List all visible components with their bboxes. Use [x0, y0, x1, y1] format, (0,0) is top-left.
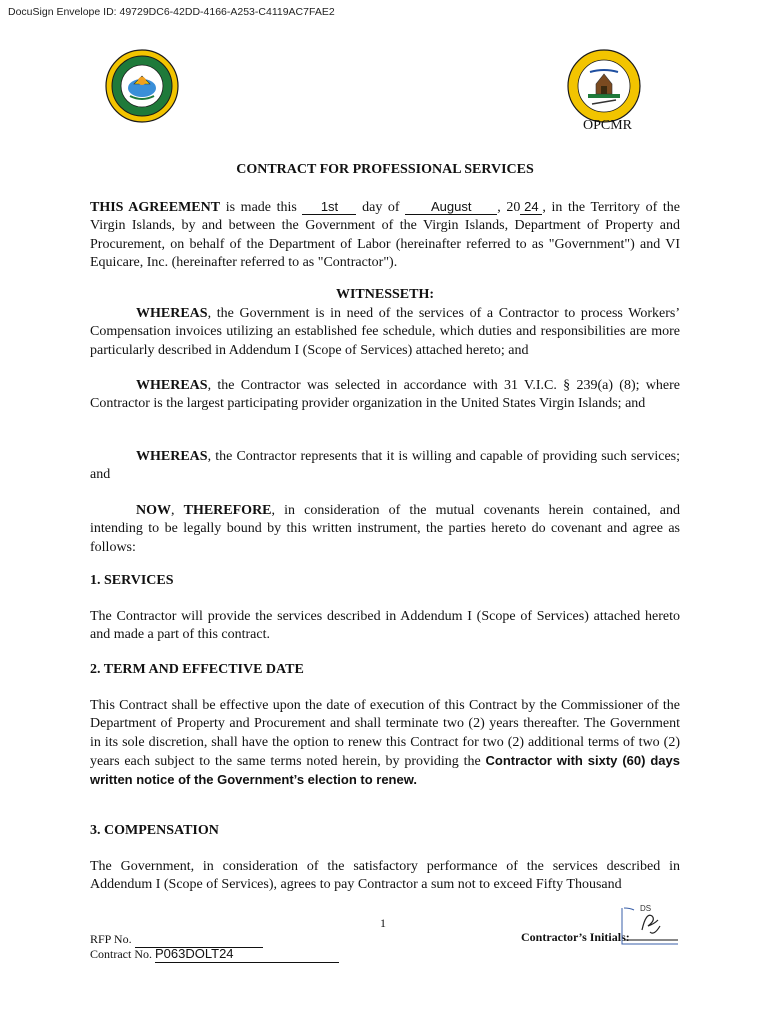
- docusign-tag: DS: [640, 904, 652, 913]
- whereas-paragraph-1: [90, 305, 680, 360]
- whereas-text-1: , the Government is in need of the services of a Contractor to process Workers’ Compensation invoices utilizing an established fee schedule, which duties and responsibilities are more particularly described in Addendum I (Scope of Services) attached hereto; and: [90, 306, 680, 358]
- section-2-heading: 2. TERM AND EFFECTIVE DATE: [90, 662, 304, 677]
- witnesseth-heading: WITNESSETH:: [335, 287, 435, 302]
- agreement-text-2: day of: [356, 200, 406, 215]
- agreement-paragraph: [90, 199, 680, 272]
- docusign-envelope-id: DocuSign Envelope ID: 49729DC6-42DD-4166-A253-C4119AC7FAE2: [8, 6, 335, 18]
- section-2-text: This Contract shall be effective upon the date of execution of this Contract by the Commissioner of the Department of Property and Procurement and shall terminate two (2) years thereafter. The Government in its sole discretion, shall have the option to renew this Contract for two (2) additional terms of two (2) years each subject to the same terms noted herein, by providing the: [90, 698, 680, 769]
- contract-number-line: [90, 946, 339, 963]
- day-field[interactable]: 1st: [302, 200, 356, 215]
- therefore-lead: THEREFORE: [183, 503, 272, 518]
- page-number: 1: [380, 916, 386, 930]
- contract-number-value: P063DOLT24: [155, 946, 234, 961]
- agreement-lead: THIS AGREEMENT: [90, 200, 221, 215]
- section-3-heading: 3. COMPENSATION: [90, 823, 219, 838]
- now-text: , in consideration of the mutual covenants herein contained, and intending to be legally bound by this written instrument, the parties hereto do covenant and agree as follows:: [90, 503, 680, 555]
- section-1-text: The Contractor will provide the services described in Addendum I (Scope of Services) attached hereto and made a part of this contract.: [90, 609, 680, 643]
- whereas-text-3: , the Contractor represents that it is willing and capable of providing such services; and: [90, 449, 680, 483]
- section-3-text: The Government, in consideration of the satisfactory performance of the services described in Addendum I (Scope of Services), agrees to pay Contractor a sum not to exceed Fifty Thousand: [90, 859, 680, 893]
- agreement-text-1: is made this: [220, 200, 303, 215]
- agreement-text-4: , in the Territory of the Virgin Islands, by and between the Government of the Virgin Islands, Department of Property and Procurement, on behalf of the Department of Labor (hereinafter referred to as "Government") and VI Equicare, Inc. (hereinafter referred to as "Contractor").: [90, 200, 681, 270]
- whereas-paragraph-3: [90, 448, 680, 485]
- agreement-text-3: , 20: [497, 200, 521, 215]
- whereas-paragraph-2: [90, 377, 680, 414]
- now-separator: ,: [171, 503, 184, 518]
- section-2-paragraph: [90, 697, 680, 790]
- year-field[interactable]: 24: [520, 200, 542, 215]
- government-seal-icon: [104, 48, 180, 124]
- section-2-bold-text: Contractor with sixty (60) days written notice of the Government’s election to renew.: [90, 752, 680, 788]
- contractor-initials-signature-icon[interactable]: [620, 906, 680, 946]
- whereas-lead-3: WHEREAS: [136, 449, 208, 464]
- whereas-lead-1: WHEREAS: [136, 306, 208, 321]
- office-code: OPCMR: [583, 118, 633, 133]
- whereas-lead-2: WHEREAS: [136, 378, 208, 393]
- contract-number-field[interactable]: [155, 946, 339, 963]
- now-therefore-paragraph: [90, 502, 680, 557]
- month-field[interactable]: August: [405, 200, 497, 215]
- contractor-initials-label: Contractor’s Initials:: [521, 930, 630, 944]
- contract-label: Contract No.: [90, 947, 155, 961]
- section-1-heading: 1. SERVICES: [90, 573, 174, 588]
- rfp-label: RFP No.: [90, 932, 135, 946]
- property-procurement-seal-icon: [566, 48, 642, 124]
- contract-title: CONTRACT FOR PROFESSIONAL SERVICES: [236, 162, 534, 177]
- now-lead: NOW: [136, 503, 171, 518]
- whereas-text-2: , the Contractor was selected in accordance with 31 V.I.C. § 239(a) (8); where Contractor is the largest participating provider organization in the United States Virgin Islands; and: [90, 378, 680, 412]
